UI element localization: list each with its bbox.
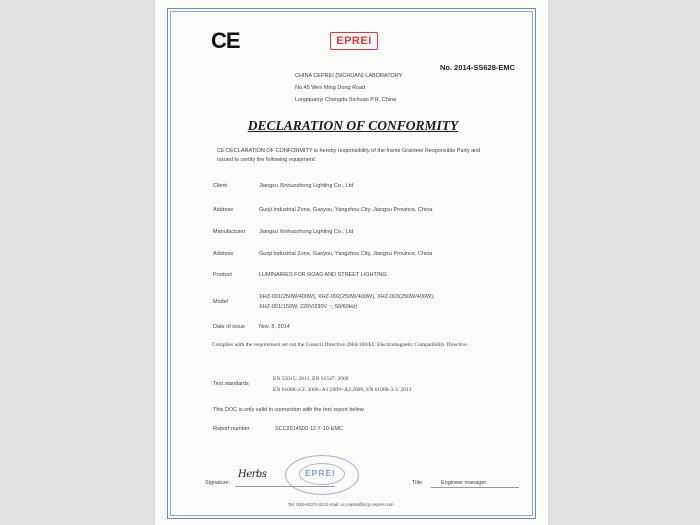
test-standards-label: Test standards: [213, 381, 249, 387]
model-label: Model: [213, 299, 228, 305]
title-value: Engineer manager: [441, 480, 487, 486]
certificate-number: No. 2014-SS628-EMC: [440, 63, 516, 72]
date-of-issue-label: Date of issue: [213, 324, 246, 330]
client-value: Jiangsu Xinhuozhong Lighting Co., Ltd: [259, 183, 354, 189]
title-label: Title: [412, 480, 423, 486]
certificate-sheet: [155, 0, 548, 525]
ceprei-logo: EPREI: [330, 32, 378, 50]
client-label: Client: [213, 183, 228, 189]
ce-mark-logo: CE: [211, 28, 240, 53]
title-line: [431, 487, 519, 488]
footer-contact: Tel: 028-84374 62 E-mail: sc.ceprei@scp-ceprei.com: [288, 502, 394, 507]
manufacturer-address-label: Address: [213, 251, 234, 257]
product-label: Product: [213, 272, 232, 278]
report-number-label: Report number: [213, 426, 250, 432]
test-standards-line2: EN 61000-3-2: 2006+A1:2009+A2:2009, EN 61000-3-3: 2013: [273, 387, 412, 393]
stamp-text: EPREI: [305, 468, 336, 478]
report-number-value: SCC2014500-12-7-10-EMC: [275, 426, 343, 432]
manufacturer-value: Jiangsu Xinhuozhong Lighting Co., Ltd: [259, 229, 354, 235]
manufacturer-address-value: Guoji Industrial Zone, Gaoyou, Yangzhou City, Jiangsu Province, China: [259, 251, 433, 257]
manufacturer-label: Manufacturer: [213, 229, 246, 235]
address-label: Address: [213, 207, 234, 213]
test-standards-line1: EN 55015: 2013, EN 61547: 2009: [273, 376, 349, 382]
lab-address-line2: Longquanyi Chengdu Sichuan P.R. China: [295, 97, 397, 103]
lab-name: CHINA CEPREI (SICHUAN) LABORATORY: [295, 73, 403, 79]
address-value: Guoji Industrial Zone, Gaoyou, Yangzhou City, Jiangsu Province, China: [259, 207, 433, 213]
handwritten-signature: Herbs: [238, 469, 267, 480]
document-title: DECLARATION OF CONFORMITY: [247, 118, 459, 133]
model-value-line1: XHZ-001(250W/400W), XHZ-002(250W/400W), XHZ-003(250W/400W),: [259, 294, 435, 300]
lab-address-line1: No.45 Wen Ming Dong Road: [295, 85, 366, 91]
date-of-issue-value: Nov. 8, 2014: [259, 324, 290, 330]
product-value: LUMINAIRES FOR ROAD AND STREET LIGHTING: [259, 272, 387, 278]
model-value-line2: XHZ-001(150W, 220V/230V ~, 50/60Hz): [259, 304, 358, 310]
compliance-text: Complies with the requirement set out the Council Directive 2004/108/EC Electromagnetic Compatibility Directive.: [212, 342, 469, 348]
signature-label: Signature:: [205, 480, 231, 486]
intro-text: CE DECLARATION OF CONFORMITY is hereby responsibility of the frame Grantee/ Responsible Party and issued to certify the following equipment:: [217, 148, 481, 163]
validity-text: This DOC is only valid in connection with the test report below: [213, 407, 364, 413]
